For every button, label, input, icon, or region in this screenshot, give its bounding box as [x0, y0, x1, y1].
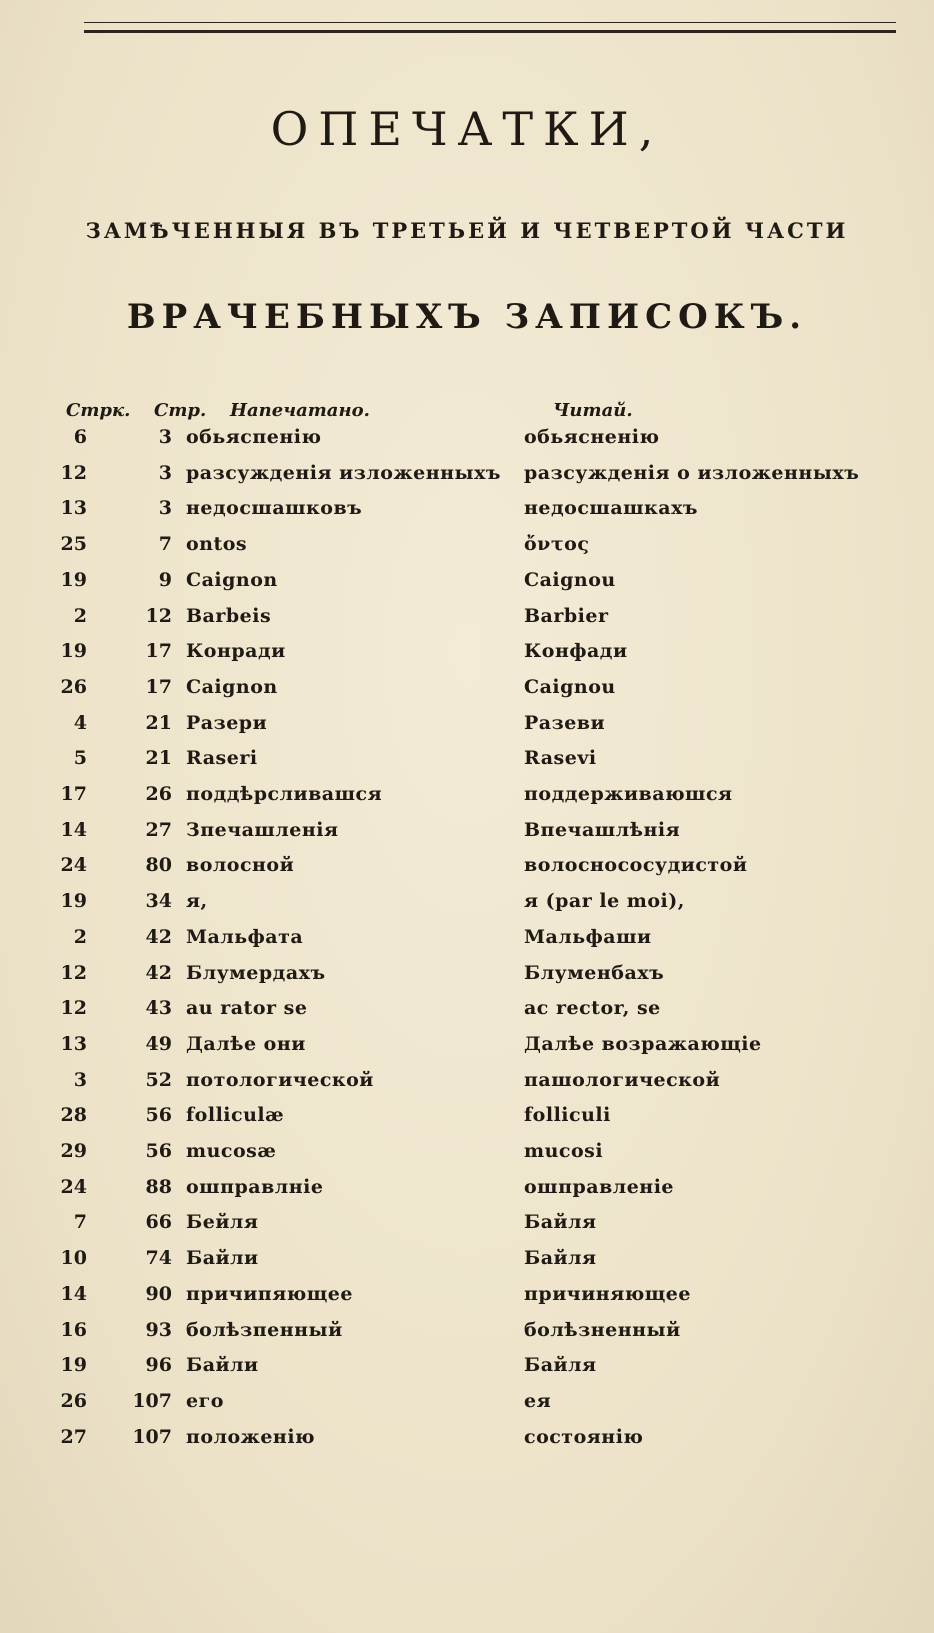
- row-page-number: 49: [145, 1032, 172, 1055]
- row-correct-text: состоянію: [524, 1425, 644, 1448]
- row-line-number: 14: [60, 1282, 87, 1305]
- row-correct-text: Разеви: [524, 711, 606, 734]
- row-correct-text: болѣзненный: [524, 1318, 681, 1341]
- row-page-number: 21: [145, 711, 172, 734]
- header-page: Стр.: [154, 400, 207, 421]
- row-printed-text: Barbeis: [186, 604, 272, 627]
- row-line-number: 12: [60, 961, 87, 984]
- page-title: ОПЕЧАТКИ,: [270, 102, 664, 156]
- row-printed-text: Конради: [186, 640, 286, 663]
- errata-row: [0, 819, 934, 855]
- errata-row: [0, 926, 934, 962]
- row-page-number: 27: [145, 818, 172, 841]
- row-printed-text: ошправлніе: [186, 1175, 324, 1198]
- row-correct-text: пашологической: [524, 1068, 721, 1091]
- row-printed-text: потологической: [186, 1068, 374, 1091]
- row-printed-text: причипяющее: [186, 1282, 353, 1305]
- row-printed-text: folliculæ: [186, 1104, 285, 1127]
- row-line-number: 19: [60, 568, 87, 591]
- errata-row: [0, 1354, 934, 1390]
- row-correct-text: Байля: [524, 1211, 597, 1234]
- row-page-number: 66: [145, 1211, 172, 1234]
- row-page-number: 56: [145, 1104, 172, 1127]
- row-printed-text: Бейля: [186, 1211, 259, 1234]
- row-printed-text: mucosæ: [186, 1140, 277, 1162]
- row-correct-text: Далѣе возражающіе: [524, 1032, 762, 1055]
- row-printed-text: Зпечашленія: [186, 818, 339, 841]
- header-line: Стрк.: [66, 400, 131, 421]
- row-page-number: 56: [145, 1140, 172, 1162]
- row-line-number: 17: [60, 783, 87, 805]
- row-correct-text: ея: [524, 1389, 552, 1412]
- row-correct-text: Caignou: [524, 568, 616, 591]
- row-printed-text: Далѣе они: [186, 1032, 306, 1055]
- errata-row: [0, 533, 934, 569]
- row-correct-text: Блуменбахъ: [524, 961, 665, 984]
- row-printed-text: Caignon: [186, 568, 278, 591]
- row-printed-text: его: [186, 1389, 224, 1412]
- row-line-number: 19: [60, 640, 87, 663]
- row-correct-text: Rasevi: [524, 747, 597, 770]
- errata-row: [0, 605, 934, 641]
- row-correct-text: ὄντος: [524, 533, 590, 556]
- row-printed-text: обьяспенію: [186, 426, 322, 448]
- errata-row: [0, 747, 934, 783]
- row-correct-text: folliculi: [524, 1104, 611, 1127]
- row-line-number: 10: [60, 1247, 87, 1270]
- row-line-number: 27: [60, 1425, 87, 1448]
- row-correct-text: Конфади: [524, 640, 628, 663]
- row-line-number: 29: [60, 1140, 87, 1162]
- row-printed-text: поддѣрсливашся: [186, 783, 383, 805]
- row-correct-text: ac rector, se: [524, 997, 661, 1020]
- errata-row: [0, 1033, 934, 1069]
- row-correct-text: поддерживаюшся: [524, 783, 733, 805]
- row-page-number: 9: [158, 568, 172, 591]
- row-page-number: 80: [145, 854, 172, 877]
- row-page-number: 12: [145, 604, 172, 627]
- errata-row: [0, 1390, 934, 1426]
- errata-row: [0, 1140, 934, 1176]
- row-page-number: 43: [145, 997, 172, 1020]
- row-page-number: 17: [145, 675, 172, 698]
- page-subtitle: ЗАМѢЧЕННЫЯ ВЪ ТРЕТЬЕЙ И ЧЕТВЕРТОЙ ЧАСТИ: [85, 218, 849, 243]
- row-correct-text: Байля: [524, 1354, 597, 1377]
- row-line-number: 4: [73, 711, 87, 734]
- row-line-number: 25: [60, 533, 87, 556]
- errata-row: [0, 962, 934, 998]
- row-correct-text: Barbier: [524, 604, 609, 627]
- errata-row: [0, 1069, 934, 1105]
- errata-row: [0, 997, 934, 1033]
- errata-row: [0, 1283, 934, 1319]
- row-line-number: 24: [60, 854, 87, 877]
- errata-row: [0, 497, 934, 533]
- row-printed-text: Байли: [186, 1354, 259, 1377]
- row-line-number: 19: [60, 1354, 87, 1377]
- row-printed-text: положенію: [186, 1425, 316, 1448]
- row-page-number: 42: [145, 925, 172, 948]
- row-line-number: 7: [73, 1211, 87, 1234]
- errata-row: [0, 1104, 934, 1140]
- errata-row: [0, 1319, 934, 1355]
- row-page-number: 107: [132, 1389, 172, 1412]
- errata-row: [0, 462, 934, 498]
- errata-row: [0, 1211, 934, 1247]
- row-page-number: 88: [145, 1175, 172, 1198]
- errata-row: [0, 569, 934, 605]
- row-page-number: 90: [145, 1282, 172, 1305]
- row-line-number: 26: [60, 1389, 87, 1412]
- row-correct-text: недосшашкахъ: [524, 497, 698, 520]
- row-printed-text: недосшашковъ: [186, 497, 363, 520]
- errata-row: [0, 712, 934, 748]
- row-correct-text: Байля: [524, 1247, 597, 1270]
- row-page-number: 42: [145, 961, 172, 984]
- errata-row: [0, 1426, 934, 1462]
- row-page-number: 3: [158, 426, 172, 448]
- row-correct-text: Впечашлѣнія: [524, 818, 681, 841]
- book-title: ВРАЧЕБНЫХЪ ЗАПИСОКЪ.: [126, 297, 808, 337]
- row-page-number: 96: [145, 1354, 172, 1377]
- row-correct-text: причиняющее: [524, 1282, 691, 1305]
- row-line-number: 19: [60, 890, 87, 913]
- row-line-number: 28: [60, 1104, 87, 1127]
- errata-row: [0, 1247, 934, 1283]
- top-rule-thin: [84, 22, 896, 23]
- row-line-number: 13: [60, 1032, 87, 1055]
- row-printed-text: я,: [186, 890, 208, 913]
- row-line-number: 3: [73, 1068, 87, 1091]
- row-printed-text: Raseri: [186, 747, 258, 770]
- errata-row: [0, 640, 934, 676]
- row-page-number: 7: [158, 533, 172, 556]
- top-rule-thick: [84, 30, 896, 33]
- row-line-number: 14: [60, 818, 87, 841]
- row-line-number: 24: [60, 1175, 87, 1198]
- row-printed-text: ontos: [186, 533, 248, 556]
- row-printed-text: разсужденія изложенныхъ: [186, 461, 501, 484]
- row-correct-text: mucosi: [524, 1140, 604, 1162]
- row-page-number: 3: [158, 497, 172, 520]
- row-printed-text: волосной: [186, 854, 295, 877]
- row-page-number: 74: [145, 1247, 172, 1270]
- row-page-number: 17: [145, 640, 172, 663]
- errata-row: [0, 890, 934, 926]
- row-printed-text: Разери: [186, 711, 268, 734]
- row-printed-text: Caignon: [186, 675, 278, 698]
- row-correct-text: ошправленіе: [524, 1175, 674, 1198]
- errata-row: [0, 1176, 934, 1212]
- row-correct-text: Caignou: [524, 675, 616, 698]
- row-page-number: 34: [145, 890, 172, 913]
- row-line-number: 16: [60, 1318, 87, 1341]
- row-line-number: 5: [73, 747, 87, 770]
- row-correct-text: разсужденія о изложенныхъ: [524, 461, 860, 484]
- row-line-number: 2: [73, 604, 87, 627]
- row-line-number: 12: [60, 461, 87, 484]
- errata-row: [0, 783, 934, 819]
- errata-row: [0, 854, 934, 890]
- row-printed-text: Мальфата: [186, 925, 304, 948]
- row-line-number: 6: [73, 426, 87, 448]
- header-read: Читай.: [553, 400, 633, 421]
- row-printed-text: Байли: [186, 1247, 259, 1270]
- row-correct-text: я (par le moi),: [524, 890, 685, 913]
- row-line-number: 13: [60, 497, 87, 520]
- row-page-number: 3: [158, 461, 172, 484]
- row-line-number: 2: [73, 925, 87, 948]
- row-correct-text: Мальфаши: [524, 925, 652, 948]
- row-printed-text: болѣзпенный: [186, 1318, 343, 1341]
- row-correct-text: обьясненію: [524, 426, 660, 448]
- row-printed-text: au rator se: [186, 997, 308, 1020]
- errata-row: [0, 676, 934, 712]
- row-page-number: 52: [145, 1068, 172, 1091]
- row-page-number: 26: [145, 783, 172, 805]
- row-page-number: 107: [132, 1425, 172, 1448]
- errata-row: [0, 426, 934, 462]
- row-correct-text: волоснососудистой: [524, 854, 748, 877]
- row-page-number: 21: [145, 747, 172, 770]
- row-line-number: 26: [60, 675, 87, 698]
- row-page-number: 93: [145, 1318, 172, 1341]
- row-line-number: 12: [60, 997, 87, 1020]
- row-printed-text: Блумердахъ: [186, 961, 326, 984]
- header-printed: Напечатано.: [230, 400, 370, 421]
